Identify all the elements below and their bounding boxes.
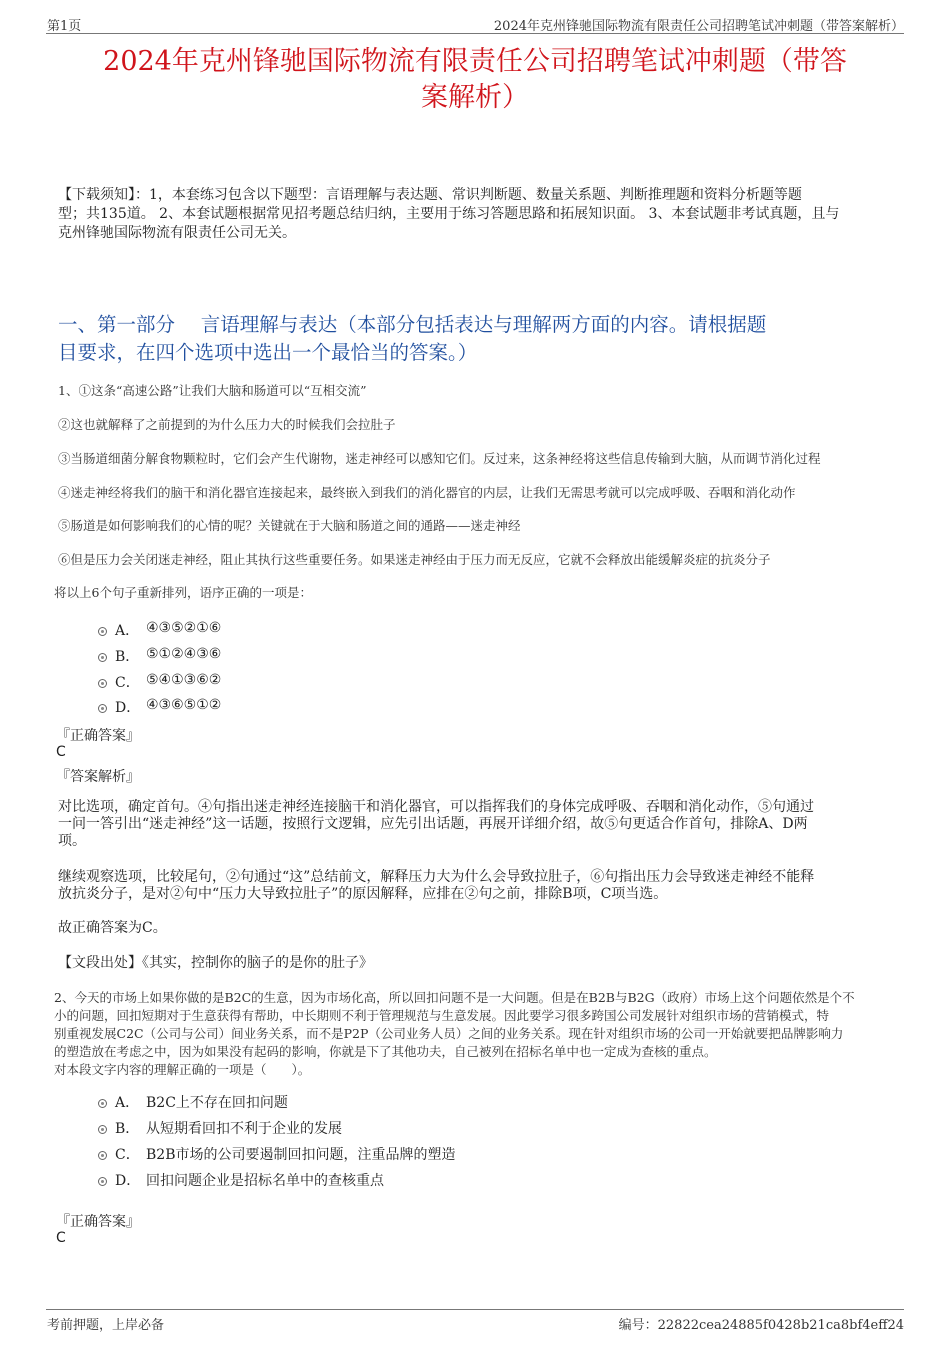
- q1-sentence: ③当肠道细菌分解食物颗粒时，它们会产生代谢物，迷走神经可以感知它们。反过来，这条神经将这些信息传输到大脑，从而调节消化过程: [58, 451, 821, 466]
- footer-slogan: 考前押题，上岸必备: [47, 1318, 165, 1333]
- option-text: B2C上不存在回扣问题: [146, 1095, 288, 1111]
- option-letter: D．: [115, 700, 141, 716]
- option-letter: B．: [115, 1121, 140, 1137]
- radio-icon[interactable]: [98, 653, 107, 662]
- option-letter: A．: [115, 623, 140, 639]
- answer-value: C: [56, 1230, 66, 1246]
- section-heading-line: 一、第一部分 言语理解与表达（本部分包括表达与理解两方面的内容。请根据题: [58, 313, 767, 336]
- option-letter: C．: [115, 675, 140, 691]
- header-divider: [46, 33, 904, 34]
- document-title: [40, 44, 910, 116]
- analysis-line: 继续观察选项，比较尾句，②句通过“这”总结前文，解释压力大为什么会导致拉肚子，⑥句指出压力会导致迷走神经不能释: [58, 869, 815, 885]
- analysis-paragraph: [58, 799, 902, 850]
- answer-label: 『正确答案』: [56, 728, 140, 744]
- q1-sentence: 1、①这条“高速公路”让我们大脑和肠道可以“互相交流”: [58, 383, 367, 398]
- option-text: B2B市场的公司要遏制回扣问题，注重品牌的塑造: [146, 1147, 456, 1163]
- notice-line: 克州锋驰国际物流有限责任公司无关。: [58, 225, 296, 241]
- notice-line: 型；共135道。 2、本套试题根据常见招考题总结归纳，主要用于练习答题思路和拓展知识面。 3、本套试题非考试真题，且与: [58, 206, 840, 222]
- radio-icon[interactable]: [98, 1151, 107, 1160]
- notice-line: 【下载须知】：1，本套练习包含以下题型：言语理解与表达题、常识判断题、数量关系题、判断推理题和资料分析题等题: [58, 187, 802, 203]
- analysis-line: 项。: [58, 833, 86, 849]
- q2-line: 小的问题，回扣短期对于生意获得有帮助，中长期则不利于管理规范与生意发展。因此要学习很多跨国公司发展针对组织市场的营销模式，特: [54, 1008, 830, 1023]
- radio-icon[interactable]: [98, 1125, 107, 1134]
- option-letter: C．: [115, 1147, 140, 1163]
- section-heading-line: 目要求，在四个选项中选出一个最恰当的答案。）: [58, 341, 478, 364]
- q2-line: 2、今天的市场上如果你做的是B2C的生意，因为市场化高，所以回扣问题不是一大问题。但是在B2B与B2G（政府）市场上这个问题依然是个不: [54, 990, 855, 1005]
- q2-option-c[interactable]: [0, 1144, 950, 1164]
- q1-option-d[interactable]: [0, 697, 950, 717]
- option-letter: B．: [115, 649, 140, 665]
- q2-line: 别重视发展C2C（公司与公司）间业务关系，而不是P2P（公司业务人员）之间的业务关系。现在针对组织市场的公司一开始就要把品牌影响力: [54, 1026, 844, 1041]
- option-letter: A．: [115, 1095, 140, 1111]
- analysis-line: 放抗炎分子，是对②句中“压力大导致拉肚子”的原因解释，应排在②句之前，排除B项，C项当选。: [58, 886, 668, 902]
- option-text: ④③⑤②①⑥: [146, 620, 222, 636]
- option-letter: D．: [115, 1173, 141, 1189]
- option-text: ④③⑥⑤①②: [146, 697, 222, 713]
- answer-value: C: [56, 744, 66, 760]
- q1-option-c[interactable]: [0, 672, 950, 692]
- source-citation: 【文段出处】《其实，控制你的脑子的是你的肚子》: [58, 955, 373, 971]
- q1-sentence: ⑤肠道是如何影响我们的心情的呢？关键就在于大脑和肠道之间的通路——迷走神经: [58, 518, 521, 533]
- radio-icon[interactable]: [98, 627, 107, 636]
- document-id: 编号：22822cea24885f0428b21ca8bf4eff24: [618, 1318, 904, 1333]
- option-text: 从短期看回扣不利于企业的发展: [146, 1121, 342, 1137]
- radio-icon[interactable]: [98, 679, 107, 688]
- option-text: ⑤④①③⑥②: [146, 672, 222, 688]
- q2-prompt: 对本段文字内容的理解正确的一项是（ ）。: [54, 1062, 311, 1077]
- analysis-line: 对比选项，确定首句。④句指出迷走神经连接脑干和消化器官，可以指挥我们的身体完成呼吸、吞咽和消化动作，⑤句通过: [58, 799, 814, 815]
- radio-icon[interactable]: [98, 1099, 107, 1108]
- analysis-conclusion: 故正确答案为C。: [58, 920, 167, 936]
- q1-option-b[interactable]: [0, 646, 950, 666]
- q1-sentence: ②这也就解释了之前提到的为什么压力大的时候我们会拉肚子: [58, 417, 396, 432]
- footer-divider: [46, 1309, 904, 1310]
- section-heading: [58, 311, 902, 367]
- option-text: ⑤①②④③⑥: [146, 646, 222, 662]
- q2-line: 的塑造放在考虑之中，因为如果没有起码的影响，你就是下了其他功夫，自己被列在招标名单中也一定成为查核的重点。: [54, 1044, 717, 1059]
- q1-sentence: ④迷走神经将我们的脑干和消化器官连接起来，最终嵌入到我们的消化器官的内层，让我们无需思考就可以完成呼吸、吞咽和消化动作: [58, 485, 796, 500]
- q2-option-b[interactable]: [0, 1118, 950, 1138]
- running-header-title: 2024年克州锋驰国际物流有限责任公司招聘笔试冲刺题（带答案解析）: [493, 19, 904, 34]
- download-notice: [58, 186, 902, 243]
- q1-sentence: ⑥但是压力会关闭迷走神经，阻止其执行这些重要任务。如果迷走神经由于压力而无反应，它就不会释放出能缓解炎症的抗炎分子: [58, 552, 771, 567]
- analysis-line: 一问一答引出“迷走神经”这一话题，按照行文逻辑，应先引出话题，再展开详细介绍，故⑤句更适合作首句，排除A、D两: [58, 816, 808, 832]
- analysis-paragraph: [58, 869, 902, 903]
- page-number: 第1页: [47, 19, 82, 34]
- q2-option-a[interactable]: [0, 1092, 950, 1112]
- title-line-2: 案解析）: [421, 82, 529, 113]
- q1-option-a[interactable]: [0, 620, 950, 640]
- q2-option-d[interactable]: [0, 1170, 950, 1190]
- answer-label: 『正确答案』: [56, 1214, 140, 1230]
- title-line-1: 2024年克州锋驰国际物流有限责任公司招聘笔试冲刺题（带答: [103, 46, 847, 77]
- option-text: 回扣问题企业是招标名单中的查核重点: [146, 1173, 384, 1189]
- analysis-label: 『答案解析』: [56, 769, 140, 785]
- q2-passage: [54, 989, 900, 1079]
- radio-icon[interactable]: [98, 704, 107, 713]
- q1-prompt: 将以上6个句子重新排列，语序正确的一项是：: [54, 585, 312, 600]
- radio-icon[interactable]: [98, 1177, 107, 1186]
